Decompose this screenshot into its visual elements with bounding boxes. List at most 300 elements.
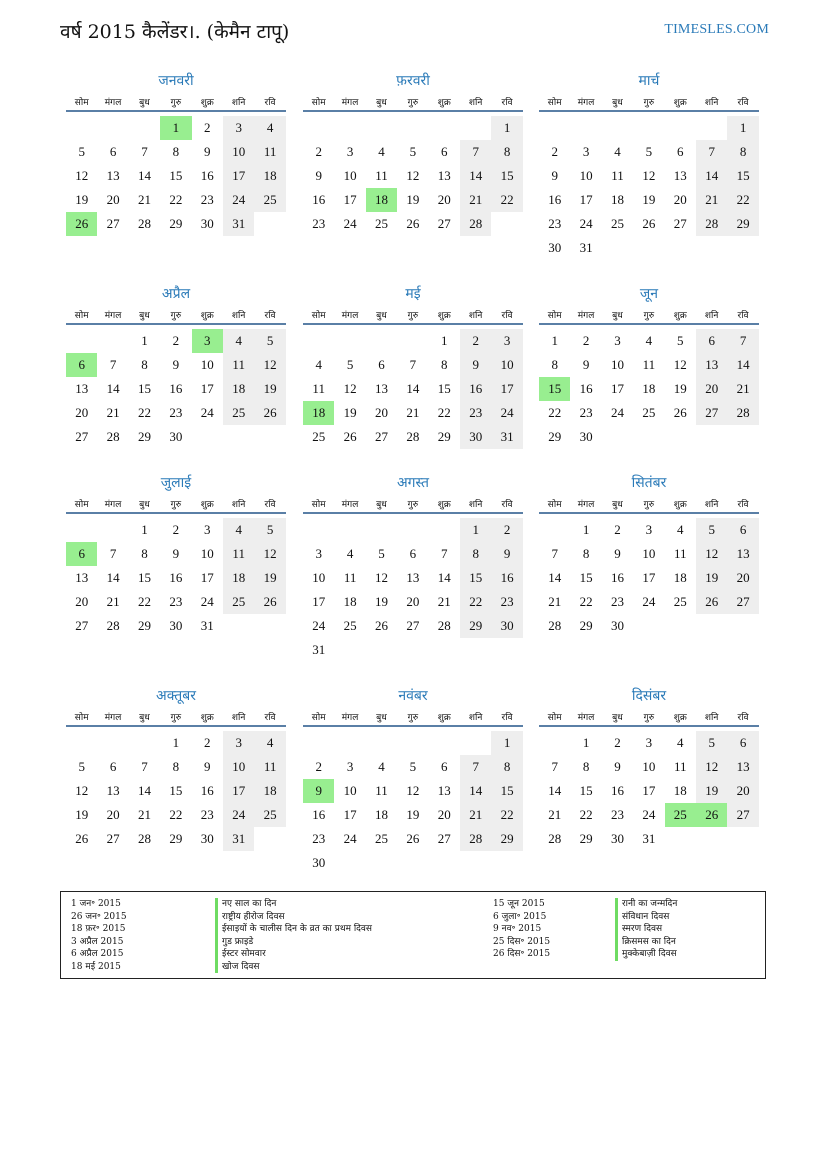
day-cell: 29 (579, 831, 593, 846)
legend-date: 6 अप्रैल 2015 (71, 949, 124, 959)
day-cell: 27 (75, 618, 89, 633)
weekday-label: गुरु (407, 499, 419, 510)
day-cell: 13 (437, 783, 451, 798)
day-cell: 17 (343, 192, 357, 207)
day-cell: 15 (137, 381, 151, 396)
day-cell: 10 (200, 357, 214, 372)
legend-right-dates (493, 898, 550, 961)
day-cell: 9 (315, 168, 322, 183)
day-cell: 13 (727, 542, 758, 566)
day-cell: 29 (137, 429, 151, 444)
legend-right-names (615, 898, 677, 961)
weekday-label: रवि (501, 499, 513, 510)
day-cell: 30 (460, 425, 491, 449)
day-cell: 12 (254, 353, 285, 377)
day-cell: 1 (582, 522, 590, 537)
weekday-label: शनि (468, 97, 483, 108)
day-cell: 6 (409, 546, 417, 561)
day-cell: 2 (460, 329, 491, 353)
weekday-label: शनि (468, 712, 483, 723)
day-cell: 4 (223, 518, 254, 542)
day-cell: 27 (437, 831, 451, 846)
day-cell: 4 (677, 522, 684, 537)
day-cell: 21 (106, 405, 120, 420)
day-cell: 31 (200, 618, 214, 633)
day-cell: 5 (645, 144, 653, 159)
day-cell: 30 (200, 216, 214, 231)
weekday-label: बुध (612, 499, 623, 510)
day-cell: 14 (106, 570, 120, 585)
holiday-day-cell: 6 (66, 542, 97, 566)
day-cell: 3 (346, 144, 354, 159)
weekday-label: रवि (501, 310, 513, 321)
holiday-day-cell: 18 (366, 188, 397, 212)
day-cell: 20 (106, 807, 120, 822)
day-cell: 10 (312, 570, 326, 585)
day-cell: 27 (374, 429, 388, 444)
day-cell: 20 (75, 405, 89, 420)
day-cell: 11 (375, 783, 388, 798)
day-cell: 21 (460, 188, 491, 212)
holiday-day-cell: 26 (696, 803, 727, 827)
day-cell: 2 (614, 522, 621, 537)
weekday-header (539, 707, 759, 727)
day-cell: 1 (491, 116, 522, 140)
day-cell: 3 (223, 116, 254, 140)
day-cell: 30 (579, 429, 593, 444)
day-cell: 28 (460, 827, 491, 851)
day-cell: 15 (437, 381, 451, 396)
day-cell: 9 (204, 144, 211, 159)
weekday-label: रवि (501, 97, 513, 108)
day-cell: 7 (460, 755, 491, 779)
month-name: सितंबर (631, 475, 667, 491)
day-cell: 1 (491, 731, 522, 755)
day-cell: 28 (106, 618, 120, 633)
day-cell: 16 (169, 570, 183, 585)
day-cell: 3 (315, 546, 322, 561)
day-cell: 21 (696, 188, 727, 212)
weekday-header (303, 92, 523, 112)
day-cell: 13 (106, 783, 120, 798)
day-cell: 28 (548, 831, 562, 846)
weekday-label: शनि (704, 712, 719, 723)
weekday-header (539, 92, 759, 112)
day-cell: 31 (579, 240, 593, 255)
weekday-label: मंगल (104, 712, 122, 723)
day-cell: 24 (200, 594, 214, 609)
holiday-day-cell: 15 (539, 377, 570, 401)
day-cell: 6 (727, 518, 758, 542)
day-cell: 14 (106, 381, 120, 396)
weekday-label: शुक्र (200, 712, 214, 723)
weekday-label: मंगल (341, 712, 359, 723)
day-cell: 9 (614, 759, 621, 774)
site-link[interactable]: TIMESLES.COM (664, 22, 769, 37)
day-cell: 25 (610, 216, 624, 231)
day-cell: 21 (137, 807, 151, 822)
day-cell: 2 (491, 518, 522, 542)
day-cell: 7 (460, 140, 491, 164)
day-cell: 27 (727, 590, 758, 614)
day-cell: 25 (642, 405, 656, 420)
day-cell: 12 (642, 168, 656, 183)
day-cell: 18 (254, 164, 285, 188)
day-cell: 17 (223, 164, 254, 188)
day-cell: 25 (223, 401, 254, 425)
day-cell: 27 (696, 401, 727, 425)
month-name: नवंबर (398, 688, 428, 704)
day-cell: 2 (172, 333, 180, 348)
day-cell: 16 (610, 783, 624, 798)
weekday-label: बुध (139, 712, 150, 723)
day-cell: 25 (312, 429, 326, 444)
day-cell: 21 (137, 192, 151, 207)
weekday-header (303, 707, 523, 727)
weekday-label: बुध (612, 310, 623, 321)
day-cell: 13 (727, 755, 758, 779)
day-cell: 5 (254, 329, 285, 353)
day-cell: 14 (437, 570, 451, 585)
day-cell: 12 (696, 542, 727, 566)
day-cell: 23 (579, 405, 593, 420)
day-cell: 10 (610, 357, 624, 372)
day-cell: 8 (582, 759, 590, 774)
weekday-label: मंगल (577, 310, 595, 321)
day-cell: 20 (727, 779, 758, 803)
day-cell: 5 (677, 333, 684, 348)
weekday-label: मंगल (104, 499, 122, 510)
day-cell: 19 (254, 566, 285, 590)
weekday-label: रवि (737, 310, 749, 321)
day-cell: 18 (223, 566, 254, 590)
day-cell: 20 (75, 594, 89, 609)
day-cell: 16 (491, 566, 522, 590)
day-cell: 12 (673, 357, 687, 372)
day-cell: 29 (727, 212, 758, 236)
day-cell: 14 (727, 353, 758, 377)
day-cell: 9 (582, 357, 590, 372)
weekday-label: शनि (231, 310, 246, 321)
legend-date: 9 नव॰ 2015 (493, 924, 542, 934)
day-grid (539, 727, 759, 877)
weekday-label: शुक्र (673, 310, 687, 321)
day-cell: 25 (374, 216, 388, 231)
day-cell: 30 (169, 429, 183, 444)
day-cell: 27 (106, 216, 120, 231)
month-block (303, 283, 523, 475)
day-grid (66, 727, 286, 877)
day-cell: 5 (378, 546, 385, 561)
weekday-label: मंगल (577, 712, 595, 723)
weekday-label: गुरु (170, 499, 182, 510)
day-cell: 8 (491, 755, 522, 779)
weekday-label: गुरु (407, 712, 419, 723)
day-grid (66, 325, 286, 475)
day-cell: 18 (254, 779, 285, 803)
day-grid (539, 112, 759, 262)
day-cell: 22 (548, 405, 562, 420)
day-cell: 5 (696, 518, 727, 542)
day-cell: 2 (204, 120, 211, 135)
legend-holiday-name: मुक्केबाज़ी दिवस (615, 948, 677, 961)
day-cell: 27 (406, 618, 420, 633)
day-cell: 29 (460, 614, 491, 638)
day-cell: 12 (75, 168, 89, 183)
day-cell: 18 (673, 570, 687, 585)
day-cell: 24 (642, 807, 656, 822)
day-cell: 12 (254, 542, 285, 566)
day-cell: 2 (315, 144, 322, 159)
day-cell: 16 (548, 192, 562, 207)
day-cell: 25 (673, 594, 687, 609)
day-cell: 2 (582, 333, 590, 348)
day-cell: 19 (696, 779, 727, 803)
day-cell: 2 (614, 735, 621, 750)
day-cell: 21 (406, 405, 420, 420)
weekday-label: रवि (737, 97, 749, 108)
month-block (66, 70, 286, 262)
day-cell: 4 (378, 759, 385, 774)
day-cell: 11 (674, 546, 687, 561)
weekday-label: बुध (139, 310, 150, 321)
day-cell: 9 (172, 546, 180, 561)
day-cell: 23 (169, 594, 183, 609)
day-cell: 14 (137, 783, 151, 798)
day-cell: 7 (551, 546, 558, 561)
weekday-label: शुक्र (437, 712, 451, 723)
holiday-day-cell: 6 (66, 353, 97, 377)
day-cell: 23 (169, 405, 183, 420)
day-cell: 3 (614, 333, 621, 348)
day-cell: 1 (141, 333, 148, 348)
day-cell: 26 (406, 216, 420, 231)
day-cell: 21 (106, 594, 120, 609)
day-cell: 25 (254, 803, 285, 827)
day-cell: 6 (441, 144, 448, 159)
day-cell: 26 (254, 401, 285, 425)
weekday-header (66, 707, 286, 727)
day-cell: 15 (460, 566, 491, 590)
month-block (66, 283, 286, 475)
day-cell: 28 (460, 212, 491, 236)
legend-date: 6 जुला॰ 2015 (493, 911, 547, 922)
day-cell: 17 (223, 779, 254, 803)
day-cell: 10 (200, 546, 214, 561)
day-cell: 8 (172, 144, 180, 159)
day-cell: 24 (343, 216, 357, 231)
day-cell: 22 (137, 594, 151, 609)
day-cell: 28 (548, 618, 562, 633)
day-cell: 19 (343, 405, 357, 420)
day-cell: 15 (727, 164, 758, 188)
day-cell: 27 (75, 429, 89, 444)
weekday-label: बुध (612, 97, 623, 108)
day-grid (303, 325, 523, 475)
month-name: अगस्त (396, 475, 429, 491)
day-grid (66, 112, 286, 262)
weekday-header (303, 494, 523, 514)
day-cell: 23 (312, 831, 326, 846)
day-cell: 11 (254, 755, 285, 779)
day-cell: 22 (460, 590, 491, 614)
day-cell: 5 (409, 144, 417, 159)
day-cell: 7 (551, 759, 558, 774)
legend-holiday-name: रानी का जन्मदिन (615, 898, 677, 911)
weekday-label: सोम (311, 97, 326, 108)
day-cell: 4 (614, 144, 621, 159)
day-cell: 28 (106, 429, 120, 444)
weekday-label: गुरु (643, 97, 655, 108)
day-cell: 28 (696, 212, 727, 236)
day-cell: 6 (441, 759, 448, 774)
weekday-label: शुक्र (437, 97, 451, 108)
weekday-label: सोम (74, 97, 89, 108)
day-cell: 17 (642, 570, 656, 585)
day-cell: 15 (169, 168, 183, 183)
day-cell: 22 (137, 405, 151, 420)
day-cell: 7 (141, 144, 148, 159)
day-cell: 14 (406, 381, 420, 396)
day-cell: 7 (109, 546, 117, 561)
weekday-header (66, 494, 286, 514)
day-cell: 9 (491, 542, 522, 566)
month-block (539, 685, 759, 877)
day-cell: 12 (75, 783, 89, 798)
day-cell: 18 (610, 192, 624, 207)
month-name: अप्रैल (161, 286, 191, 302)
day-cell: 24 (200, 405, 214, 420)
day-cell: 15 (579, 570, 593, 585)
day-cell: 16 (610, 570, 624, 585)
weekday-label: शनि (231, 712, 246, 723)
weekday-label: शुक्र (437, 310, 451, 321)
weekday-label: शुक्र (200, 97, 214, 108)
weekday-label: बुध (612, 712, 623, 723)
day-cell: 23 (491, 590, 522, 614)
day-cell: 13 (437, 168, 451, 183)
legend-holiday-name: गुड फ्राइडे (215, 936, 372, 949)
day-cell: 8 (551, 357, 558, 372)
month-block (303, 70, 523, 262)
day-cell: 21 (727, 377, 758, 401)
day-cell: 1 (727, 116, 758, 140)
day-cell: 1 (172, 735, 180, 750)
day-cell: 6 (109, 144, 117, 159)
weekday-label: सोम (547, 712, 562, 723)
day-cell: 21 (437, 594, 451, 609)
day-grid (303, 112, 523, 262)
day-cell: 6 (378, 357, 385, 372)
day-cell: 10 (223, 140, 254, 164)
day-cell: 14 (548, 783, 562, 798)
day-cell: 3 (491, 329, 522, 353)
month-block (303, 472, 523, 664)
day-cell: 1 (582, 735, 590, 750)
day-cell: 13 (696, 353, 727, 377)
day-cell: 29 (579, 618, 593, 633)
day-cell: 26 (696, 590, 727, 614)
day-cell: 24 (343, 831, 357, 846)
day-cell: 30 (312, 855, 326, 870)
day-cell: 1 (441, 333, 448, 348)
day-cell: 31 (642, 831, 656, 846)
day-cell: 12 (696, 755, 727, 779)
day-cell: 17 (610, 381, 624, 396)
day-cell: 19 (75, 807, 89, 822)
weekday-label: मंगल (104, 310, 122, 321)
day-cell: 30 (610, 618, 624, 633)
day-cell: 6 (727, 731, 758, 755)
day-cell: 19 (254, 377, 285, 401)
day-cell: 10 (223, 755, 254, 779)
legend-holiday-name: नए साल का दिन (215, 898, 372, 911)
weekday-label: गुरु (643, 310, 655, 321)
day-cell: 1 (460, 518, 491, 542)
weekday-label: शनि (468, 499, 483, 510)
holiday-legend (60, 891, 766, 979)
day-cell: 10 (343, 783, 357, 798)
day-grid (539, 325, 759, 475)
day-cell: 16 (169, 381, 183, 396)
day-cell: 15 (491, 164, 522, 188)
month-name: जून (639, 286, 659, 302)
day-cell: 11 (223, 542, 254, 566)
day-cell: 21 (548, 807, 562, 822)
day-cell: 12 (406, 168, 420, 183)
weekday-header (66, 305, 286, 325)
day-cell: 8 (582, 546, 590, 561)
month-name: फ़रवरी (396, 73, 430, 89)
day-cell: 30 (169, 618, 183, 633)
day-cell: 24 (579, 216, 593, 231)
day-cell: 28 (727, 401, 758, 425)
day-cell: 27 (437, 216, 451, 231)
day-cell: 17 (642, 783, 656, 798)
weekday-label: बुध (376, 97, 387, 108)
day-cell: 27 (727, 803, 758, 827)
day-cell: 26 (254, 590, 285, 614)
weekday-label: मंगल (341, 310, 359, 321)
month-block (303, 685, 523, 877)
day-cell: 4 (223, 329, 254, 353)
day-cell: 2 (204, 735, 211, 750)
day-cell: 23 (200, 192, 214, 207)
day-cell: 17 (579, 192, 593, 207)
legend-holiday-name: खोज दिवस (215, 961, 372, 974)
legend-left-names (215, 898, 372, 973)
day-cell: 25 (223, 590, 254, 614)
day-cell: 10 (491, 353, 522, 377)
day-cell: 25 (343, 618, 357, 633)
day-cell: 17 (491, 377, 522, 401)
day-cell: 13 (673, 168, 687, 183)
day-cell: 3 (645, 735, 653, 750)
day-cell: 8 (460, 542, 491, 566)
day-cell: 8 (491, 140, 522, 164)
day-cell: 26 (642, 216, 656, 231)
day-cell: 4 (254, 116, 285, 140)
holiday-day-cell: 1 (160, 116, 191, 140)
day-cell: 19 (406, 807, 420, 822)
day-cell: 26 (343, 429, 357, 444)
month-name: मई (405, 286, 421, 302)
day-cell: 26 (673, 405, 687, 420)
day-cell: 11 (375, 168, 388, 183)
day-cell: 18 (374, 807, 388, 822)
holiday-day-cell: 3 (192, 329, 223, 353)
day-cell: 29 (437, 429, 451, 444)
